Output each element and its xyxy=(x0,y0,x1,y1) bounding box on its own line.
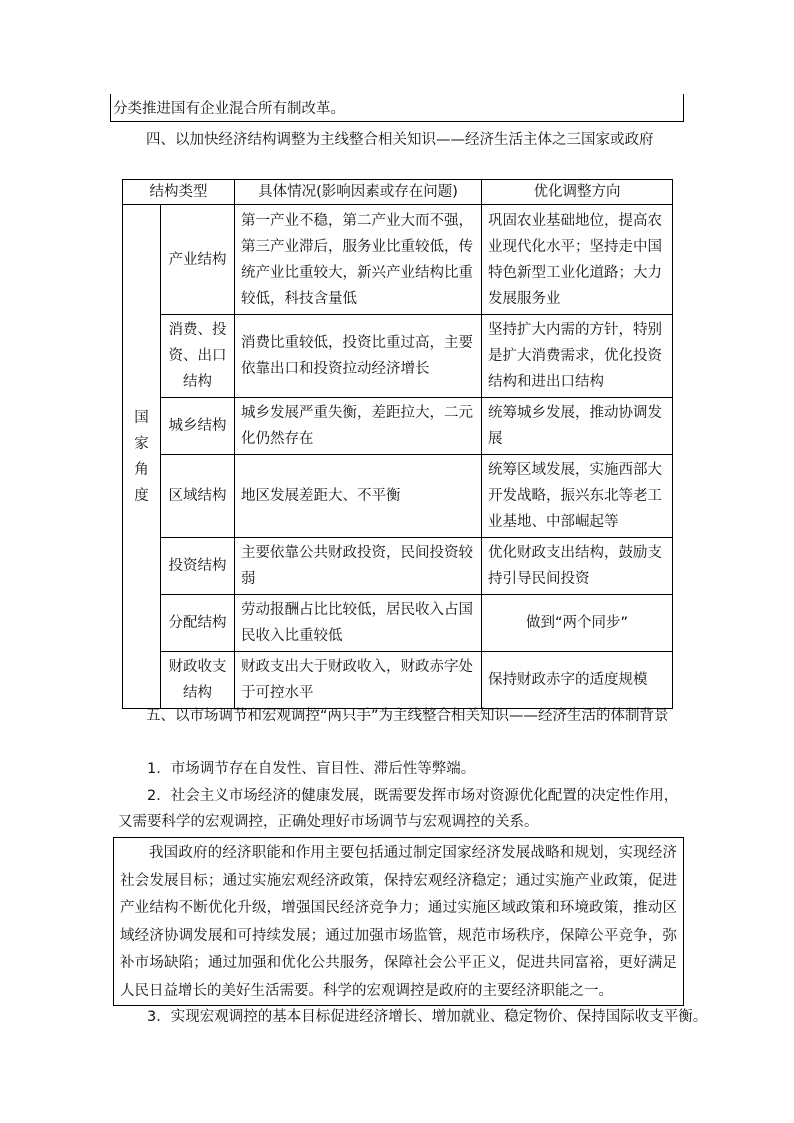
structure-direction: 统筹城乡发展，推动协调发展 xyxy=(482,398,673,455)
structure-direction: 优化财政支出结构，鼓励支持引导民间投资 xyxy=(482,538,673,595)
structure-type: 产业结构 xyxy=(161,205,235,315)
structure-situation: 第一产业不稳，第二产业大而不强，第三产业滞后，服务业比重较低，传统产业比重较大，新兴产业结构比重较低，科技含量低 xyxy=(235,205,482,315)
structure-table xyxy=(122,179,673,709)
structure-direction: 坚持扩大内需的方针，特别是扩大消费需求，优化投资结构和进出口结构 xyxy=(482,315,673,398)
group-label-char: 度 xyxy=(134,487,149,504)
continuation-text: 分类推进国有企业混合所有制改革。 xyxy=(113,101,345,117)
structure-situation: 主要依靠公共财政投资，民间投资较弱 xyxy=(235,538,482,595)
table-header-row xyxy=(123,180,673,205)
table-row xyxy=(123,538,673,595)
point-2: 2．社会主义市场经济的健康发展，既需要发挥市场对资源优化配置的决定性作用，又需要科学的宏观调控，正确处理好市场调节与宏观调控的关系。 xyxy=(118,788,679,830)
structure-type: 财政收支结构 xyxy=(161,652,235,709)
government-functions-text: 我国政府的经济职能和作用主要包括通过制定国家经济发展战略和规划，实现经济社会发展目标；通过实施宏观经济政策，保持宏观经济稳定；通过实施产业政策，促进产业结构不断优化升级，增强国民经济竞争力；通过实施区域政策和环境政策，推动区域经济协调发展和可持续发展；通过加强市场监管，规范市场秩序，保障公平竞争，弥补市场缺陷；通过加强和优化公共服务，保障社会公平正义，促进共同富裕，更好满足人民日益增长的美好生活需要。科学的宏观调控是政府的主要经济职能之一。 xyxy=(120,845,677,999)
structure-situation: 地区发展差距大、不平衡 xyxy=(235,455,482,538)
structure-direction: 巩固农业基础地位，提高农业现代化水平；坚持走中国特色新型工业化道路；大力发展服务业 xyxy=(482,205,673,315)
continuation-box xyxy=(110,94,684,122)
table-row xyxy=(123,205,673,315)
structure-situation: 财政支出大于财政收入，财政赤字处于可控水平 xyxy=(235,652,482,709)
structure-type: 区域结构 xyxy=(161,455,235,538)
point-3: 3．实现宏观调控的基本目标促进经济增长、增加就业、稳定物价、保持国际收支平衡。 xyxy=(147,1009,708,1025)
table-row xyxy=(123,595,673,652)
group-label-char: 国 xyxy=(134,409,149,426)
group-label-cell xyxy=(123,205,161,709)
structure-type: 城乡结构 xyxy=(161,398,235,455)
section5-heading: 五、以市场调节和宏观调控“两只手”为主线整合相关知识——经济生活的体制背景 xyxy=(146,708,669,724)
structure-situation: 劳动报酬占比比较低，居民收入占国民收入比重较低 xyxy=(235,595,482,652)
header-situation: 具体情况(影响因素或存在问题) xyxy=(235,180,482,205)
structure-direction: 做到“两个同步” xyxy=(482,595,673,652)
header-direction: 优化调整方向 xyxy=(482,180,673,205)
structure-direction: 保持财政赤字的适度规模 xyxy=(482,652,673,709)
structure-type: 投资结构 xyxy=(161,538,235,595)
header-type: 结构类型 xyxy=(123,180,235,205)
government-functions-box xyxy=(113,837,684,1006)
structure-type: 分配结构 xyxy=(161,595,235,652)
structure-type: 消费、投资、出口结构 xyxy=(161,315,235,398)
table-row xyxy=(123,652,673,709)
table-row xyxy=(123,315,673,398)
structure-direction: 统筹区域发展，实施西部大开发战略，振兴东北等老工业基地、中部崛起等 xyxy=(482,455,673,538)
table-row xyxy=(123,455,673,538)
point-1: 1．市场调节存在自发性、盲目性、滞后性等弊端。 xyxy=(147,761,476,777)
section4-heading: 四、以加快经济结构调整为主线整合相关知识——经济生活主体之三国家或政府 xyxy=(146,132,654,148)
structure-situation: 城乡发展严重失衡，差距拉大，二元化仍然存在 xyxy=(235,398,482,455)
group-label-char: 角 xyxy=(134,461,149,478)
structure-situation: 消费比重较低，投资比重过高，主要依靠出口和投资拉动经济增长 xyxy=(235,315,482,398)
group-label-char: 家 xyxy=(134,435,149,452)
table-row xyxy=(123,398,673,455)
